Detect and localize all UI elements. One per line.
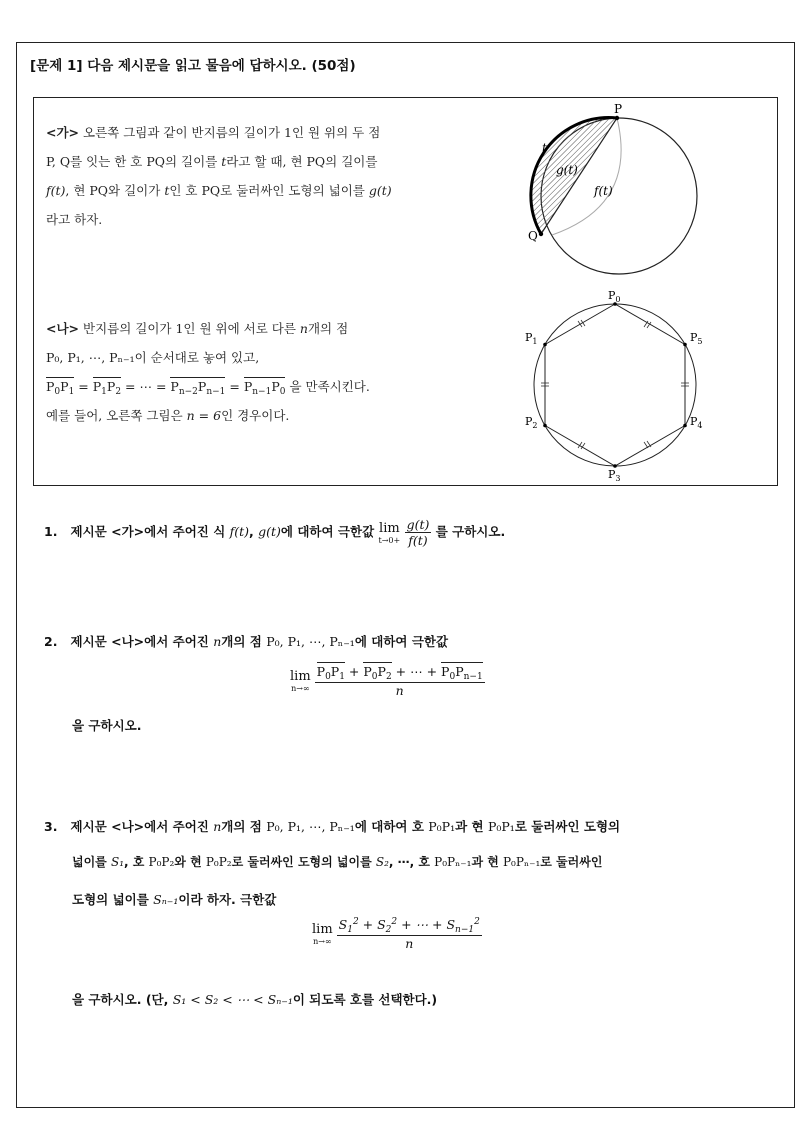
passage-ga-line3-f: f(t) (46, 183, 66, 198)
point-p (615, 116, 619, 120)
circle-outline-2 (534, 304, 696, 466)
passage-ga-line3-b: 인 호 PQ로 둘러싸인 도형의 넓이를 (169, 183, 369, 198)
q1-text-a: 제시문 <가>에서 주어진 식 (70, 524, 230, 539)
q2-text-c: 에 대하여 극한값 (354, 634, 449, 649)
label-p2: $P_2$ (525, 415, 538, 430)
q3-limit (312, 922, 333, 946)
q2-n: n (213, 634, 222, 649)
passage-ga-lead: <가> (46, 125, 80, 140)
passage-na-line4-eq: n = 6 (186, 408, 222, 423)
q3-l1-d: 과 현 (455, 819, 488, 834)
q3-l2-chord: P₀P₂ (205, 855, 232, 869)
q1-text-c: 를 구하시오. (435, 524, 506, 539)
q2-frac-den: n (395, 683, 404, 698)
label-p4: $P_4$ (690, 415, 703, 430)
q2-limit (290, 669, 311, 693)
question-1 (44, 517, 505, 548)
label-p0-sub: 0 (615, 295, 621, 304)
q3-l2-d: 로 둘러싸인 도형의 넓이를 (231, 855, 376, 869)
q3-fraction (337, 917, 482, 951)
q3-l2-s2: S₂ (375, 855, 389, 869)
q3-l1-c: 에 대하여 호 (354, 819, 429, 834)
q3-l1-e: 로 둘러싸인 도형의 (514, 819, 621, 834)
q3-tail (72, 990, 437, 1008)
label-p0: $P_0$ (608, 289, 621, 304)
q2-tail: 을 구하시오. (72, 718, 142, 733)
q3-limit-expression (312, 917, 482, 951)
q3-number: 3. (44, 819, 58, 834)
problem-title: [문제 1] 다음 제시문을 읽고 물음에 답하시오. (50점) (30, 58, 356, 74)
label-t: t (542, 141, 547, 155)
q3-l1-n: n (213, 819, 222, 834)
q3-tail-inequality: S₁ < S₂ < ⋯ < Sₙ₋₁ (172, 992, 293, 1007)
passage-ga-line2-b: 라고 할 때, 현 PQ의 길이를 (226, 154, 378, 169)
q1-lim-sub: t→0+ (378, 535, 401, 545)
q3-l3-s: Sₙ₋₁ (153, 892, 179, 907)
passage-ga-line4: 라고 하자. (46, 212, 103, 227)
passage-na-line1-n: n (299, 321, 308, 336)
passage-na-line1-b: 개의 점 (307, 321, 349, 336)
q2-frac-num: $P_0P_1 + P_0P_2$ + ⋯ + $P_0P_{n-1}$ (316, 664, 483, 682)
passage-na (46, 314, 370, 430)
q1-number: 1. (44, 524, 58, 539)
label-p3: $P_3$ (608, 468, 621, 482)
q2-text-a: 제시문 <나>에서 주어진 (70, 634, 214, 649)
q3-l2-arc2: P₀Pₙ₋₁ (434, 855, 472, 869)
passage-ga-line3-a: , 현 PQ와 길이가 (65, 183, 165, 198)
question-3-line3 (72, 890, 276, 908)
q1-limit (379, 521, 401, 545)
q1-g: g(t) (258, 524, 281, 539)
q2-text-b: 개의 점 (221, 634, 267, 649)
equal-marks (541, 320, 689, 449)
q1-fraction (405, 517, 432, 548)
passage-na-line2: P₀, P₁, ⋯, Pₙ₋₁이 순서대로 놓여 있고, (46, 350, 260, 365)
q3-l2-c: 와 현 (174, 855, 206, 869)
label-p4-sub: 4 (697, 421, 703, 430)
passage-ga-line2-a: P, Q를 잇는 한 호 PQ의 길이를 (46, 154, 222, 169)
question-2 (44, 632, 448, 650)
passage-ga-line3-t: t (164, 183, 170, 198)
passage-na-equation: $P_0P_1 = P_1P_2$ = ⋯ = $P_{n-2}P_{n-1} = P_{n-1}P_0$ 을 만족시킨다. (46, 379, 370, 397)
q3-frac-den: n (405, 936, 414, 951)
label-p5: $P_5$ (690, 331, 703, 346)
question-3-line2 (72, 853, 602, 870)
q3-l2-e: , ⋯, 호 (388, 855, 435, 869)
q3-l1-a: 제시문 <나>에서 주어진 (70, 819, 214, 834)
figure-arc-chord (520, 100, 710, 285)
q3-tail-a: 을 구하시오. (단, (72, 992, 173, 1007)
passage-na-line4-b: 인 경우이다. (221, 408, 290, 423)
label-p5-sub: 5 (697, 337, 703, 346)
q1-f: f(t) (229, 524, 250, 539)
label-p3-sub: 3 (615, 474, 621, 482)
q3-l2-s1: S₁ (110, 855, 124, 869)
q3-l3-b: 이라 하자. 극한값 (178, 892, 277, 907)
q3-l2-g: 로 둘러싸인 (540, 855, 603, 869)
figure-hexagon (520, 287, 710, 482)
label-p: P (614, 102, 623, 116)
q1-text-b: 에 대하여 극한값 (280, 524, 379, 539)
label-p1: $P_1$ (525, 331, 538, 346)
q3-l1-b: 개의 점 (221, 819, 267, 834)
q3-l2-chord2: P₀Pₙ₋₁ (502, 855, 541, 869)
passage-ga-line3-g: g(t) (368, 183, 392, 198)
q3-l2-arc: P₀P₂ (148, 855, 175, 869)
q3-l1-chord: P₀P₁ (487, 819, 515, 834)
label-g: g(t) (556, 163, 578, 177)
passage-ga (46, 118, 392, 234)
label-p2-sub: 2 (532, 421, 538, 430)
q1-lim-word: lim (379, 520, 400, 536)
q1-frac-den: f(t) (408, 533, 428, 548)
q2-number: 2. (44, 634, 58, 649)
passage-ga-line1: 오른쪽 그림과 같이 반지름의 길이가 1인 원 위의 두 점 (79, 125, 381, 140)
q2-points: P₀, P₁, ⋯, Pₙ₋₁ (266, 634, 355, 649)
question-3-line1 (44, 817, 620, 835)
passage-na-line1-a: 반지름의 길이가 1인 원 위에 서로 다른 (79, 321, 300, 336)
q2-limit-expression (290, 664, 485, 698)
label-p1-sub: 1 (532, 337, 538, 346)
passage-na-line3-tail: 을 만족시킨다. (285, 379, 370, 394)
label-f: f(t) (594, 184, 613, 198)
point-q (539, 232, 543, 236)
q3-l1-arc: P₀P₁ (428, 819, 456, 834)
q3-frac-num: $S_1^2 + S_2^2$ + ⋯ + $S_{n-1}^2$ (338, 917, 480, 935)
q3-lim-sub: n→∞ (313, 937, 332, 946)
q1-frac-num: g(t) (406, 517, 430, 532)
q2-fraction (315, 664, 485, 698)
passage-ga-line2-t: t (221, 154, 227, 169)
q3-l3-a: 도형의 넓이를 (72, 892, 154, 907)
passage-na-lead: <나> (46, 321, 80, 336)
hexagon (545, 304, 685, 466)
q2-lim-word: lim (290, 669, 311, 684)
passage-na-line4-a: 예를 들어, 오른쪽 그림은 (46, 408, 187, 423)
q3-tail-b: 이 되도록 호를 선택한다.) (292, 992, 438, 1007)
label-q: Q (528, 229, 538, 243)
q3-lim-word: lim (312, 922, 333, 937)
q3-l2-f: 과 현 (471, 855, 503, 869)
q3-l2-b: , 호 (124, 855, 149, 869)
q3-l1-points: P₀, P₁, ⋯, Pₙ₋₁ (266, 819, 355, 834)
q2-lim-sub: n→∞ (291, 684, 310, 693)
q1-comma: , (249, 524, 259, 539)
q3-l2-a: 넓이를 (72, 855, 111, 869)
